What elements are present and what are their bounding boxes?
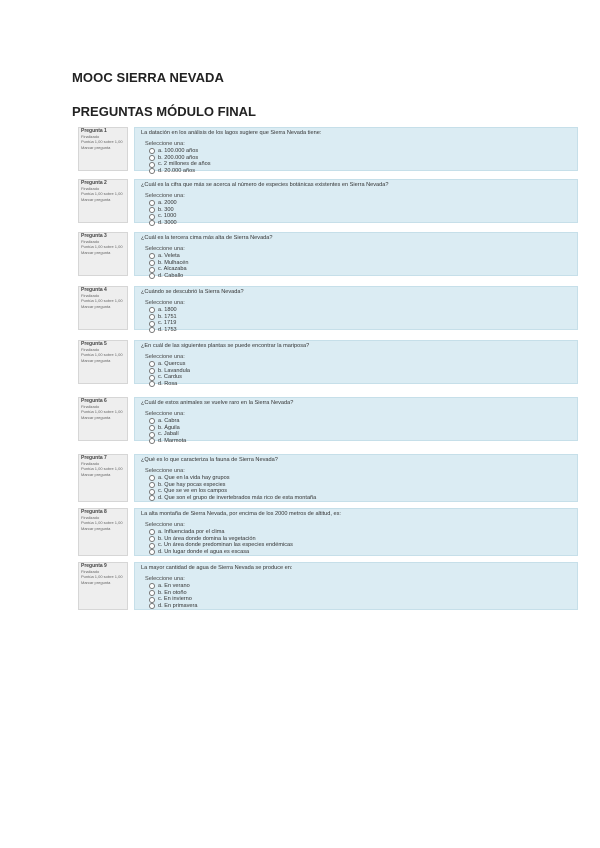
- radio-button[interactable]: [149, 273, 155, 279]
- answer-option-label: d. Marmota: [158, 437, 187, 444]
- radio-button[interactable]: [149, 207, 155, 213]
- answer-option[interactable]: [149, 320, 571, 327]
- answer-option[interactable]: [149, 368, 571, 375]
- question-number: Pregunta 1: [81, 128, 107, 134]
- radio-button[interactable]: [149, 418, 155, 424]
- answer-option[interactable]: [149, 381, 571, 388]
- question-content: [134, 397, 578, 444]
- radio-button[interactable]: [149, 482, 155, 488]
- question-status: Finalizado: [81, 239, 100, 245]
- flag-question-link[interactable]: Marcar pregunta: [81, 414, 111, 420]
- document-title: MOOC SIERRA NEVADA: [72, 70, 225, 85]
- answer-option-label: a. Cabra: [158, 418, 180, 425]
- question-content: [134, 127, 578, 174]
- answer-option-label: c. Alcazaba: [158, 266, 187, 273]
- question-info: [78, 127, 128, 171]
- answer-option[interactable]: [149, 583, 571, 590]
- answer-option-label: a. 2000: [158, 200, 177, 207]
- answer-option-label: d. 20.000 años: [158, 167, 196, 174]
- answer-option[interactable]: [149, 273, 571, 280]
- answer-option[interactable]: [149, 148, 571, 155]
- answer-option[interactable]: [149, 161, 571, 168]
- question-text: ¿En cuál de las siguientes plantas se puede encontrar la mariposa?: [141, 343, 310, 349]
- question-status: Finalizado: [81, 461, 100, 467]
- flag-question-link[interactable]: Marcar pregunta: [81, 357, 111, 363]
- question-score: Puntúa 1,00 sobre 1,00: [81, 520, 123, 526]
- answer-option-label: b. 1751: [158, 313, 177, 320]
- select-prompt: Seleccione una:: [145, 245, 185, 252]
- answer-option[interactable]: [149, 168, 571, 175]
- question-text: La alta montaña de Sierra Nevada, por encima de los 2000 metros de altitud, es:: [141, 511, 341, 517]
- answer-option[interactable]: [149, 314, 571, 321]
- radio-button[interactable]: [149, 438, 155, 444]
- answer-option-label: c. Que se ve en los campos: [158, 488, 228, 495]
- question-score: Puntúa 1,00 sobre 1,00: [81, 191, 123, 197]
- select-prompt: Seleccione una:: [145, 353, 185, 360]
- question-text: ¿Cuál de estos animales se vuelve raro en la Sierra Nevada?: [141, 400, 294, 406]
- radio-button[interactable]: [149, 590, 155, 596]
- radio-button[interactable]: [149, 597, 155, 603]
- answer-option-label: c. Cardus: [158, 374, 182, 381]
- answer-option-label: c. 2 millones de años: [158, 161, 211, 168]
- radio-button[interactable]: [149, 155, 155, 161]
- radio-button[interactable]: [149, 603, 155, 609]
- answer-option-label: b. Lavandula: [158, 367, 191, 374]
- answer-option[interactable]: [149, 425, 571, 432]
- answer-option-label: c. 1719: [158, 320, 177, 327]
- radio-button[interactable]: [149, 327, 155, 333]
- question-content: [134, 508, 578, 556]
- radio-button[interactable]: [149, 267, 155, 273]
- answer-option[interactable]: [149, 495, 571, 502]
- question-content: [134, 340, 578, 387]
- answer-option[interactable]: [149, 596, 571, 603]
- radio-button[interactable]: [149, 214, 155, 220]
- radio-button[interactable]: [149, 489, 155, 495]
- radio-button[interactable]: [149, 200, 155, 206]
- flag-question-link[interactable]: Marcar pregunta: [81, 249, 111, 255]
- answer-option[interactable]: [149, 260, 571, 267]
- answer-option-label: b. 200.000 años: [158, 154, 199, 161]
- answer-option[interactable]: [149, 327, 571, 334]
- question-score: Puntúa 1,00 sobre 1,00: [81, 244, 123, 250]
- radio-button[interactable]: [149, 220, 155, 226]
- answer-option-label: b. Que hay pocas especies: [158, 481, 226, 488]
- answer-option[interactable]: [149, 418, 571, 425]
- radio-button[interactable]: [149, 529, 155, 535]
- answer-option-label: c. Un área donde predominan las especies endémicas: [158, 542, 293, 549]
- answer-option[interactable]: [149, 438, 571, 445]
- question-content: [134, 562, 578, 610]
- flag-question-link[interactable]: Marcar pregunta: [81, 525, 111, 531]
- radio-button[interactable]: [149, 148, 155, 154]
- question-info: [78, 232, 128, 276]
- answer-option[interactable]: [149, 361, 571, 368]
- answer-option-label: d. 3000: [158, 219, 177, 226]
- select-prompt: Seleccione una:: [145, 521, 185, 528]
- answer-option[interactable]: [149, 307, 571, 314]
- question-status: Finalizado: [81, 293, 100, 299]
- question-content: [134, 232, 578, 279]
- select-prompt: Seleccione una:: [145, 467, 185, 474]
- answer-option[interactable]: [149, 266, 571, 273]
- question-number: Pregunta 5: [81, 341, 107, 347]
- answer-option[interactable]: [149, 542, 571, 549]
- answer-option[interactable]: [149, 253, 571, 260]
- answer-option-label: a. Quercus: [158, 361, 186, 368]
- question-number: Pregunta 4: [81, 287, 107, 293]
- answer-option-label: a. 1800: [158, 307, 177, 314]
- question-content: [134, 179, 578, 226]
- answer-option-label: b. 300: [158, 206, 174, 213]
- flag-question-link[interactable]: Marcar pregunta: [81, 579, 111, 585]
- answer-option[interactable]: [149, 529, 571, 536]
- question-status: Finalizado: [81, 186, 100, 192]
- answer-option[interactable]: [149, 200, 571, 207]
- radio-button[interactable]: [149, 381, 155, 387]
- answer-option-label: d. Que son el grupo de invertebrados más rico de esta montaña: [158, 494, 317, 501]
- answer-option-label: a. Veleta: [158, 253, 180, 260]
- question-info: [78, 286, 128, 330]
- question-status: Finalizado: [81, 404, 100, 410]
- question-text: La datación en los análisis de los lagos sugiere que Sierra Nevada tiene:: [141, 130, 322, 136]
- radio-button[interactable]: [149, 368, 155, 374]
- radio-button[interactable]: [149, 495, 155, 501]
- answer-option[interactable]: [149, 374, 571, 381]
- question-score: Puntúa 1,00 sobre 1,00: [81, 139, 123, 145]
- select-prompt: Seleccione una:: [145, 140, 185, 147]
- radio-button[interactable]: [149, 583, 155, 589]
- question-info: [78, 179, 128, 223]
- radio-button[interactable]: [149, 260, 155, 266]
- radio-button[interactable]: [149, 536, 155, 542]
- question-content: [134, 454, 578, 502]
- answer-option[interactable]: [149, 220, 571, 227]
- question-info: [78, 454, 128, 502]
- answer-option-label: b. En otoño: [158, 589, 187, 596]
- answer-option[interactable]: [149, 431, 571, 438]
- question-text: ¿Cuál es la tercera cima más alta de Sierra Nevada?: [141, 235, 273, 241]
- answer-option-label: d. En primavera: [158, 602, 198, 609]
- answer-option[interactable]: [149, 590, 571, 597]
- answer-option-label: d. Un lugar donde el agua es escasa: [158, 548, 250, 555]
- question-info: [78, 340, 128, 384]
- answer-option[interactable]: [149, 155, 571, 162]
- select-prompt: Seleccione una:: [145, 299, 185, 306]
- question-status: Finalizado: [81, 134, 100, 140]
- question-score: Puntúa 1,00 sobre 1,00: [81, 298, 123, 304]
- question-number: Pregunta 3: [81, 233, 107, 239]
- question-score: Puntúa 1,00 sobre 1,00: [81, 466, 123, 472]
- flag-question-link[interactable]: Marcar pregunta: [81, 303, 111, 309]
- answer-option-label: b. Un área donde domina la vegetación: [158, 535, 256, 542]
- question-score: Puntúa 1,00 sobre 1,00: [81, 574, 123, 580]
- question-text: ¿Qué es lo que caracteriza la fauna de Sierra Nevada?: [141, 457, 278, 463]
- question-text: La mayor cantidad de agua de Sierra Nevada se produce en:: [141, 565, 293, 571]
- question-status: Finalizado: [81, 347, 100, 353]
- answer-option-label: b. Mulhacén: [158, 259, 189, 266]
- radio-button[interactable]: [149, 475, 155, 481]
- question-number: Pregunta 9: [81, 563, 107, 569]
- answer-option-label: a. Que en la vida hay grupos: [158, 475, 230, 482]
- document-subtitle: PREGUNTAS MÓDULO FINAL: [72, 104, 256, 119]
- answer-option[interactable]: [149, 475, 571, 482]
- radio-button[interactable]: [149, 314, 155, 320]
- answer-option[interactable]: [149, 482, 571, 489]
- flag-question-link[interactable]: Marcar pregunta: [81, 471, 111, 477]
- flag-question-link[interactable]: Marcar pregunta: [81, 196, 111, 202]
- radio-button[interactable]: [149, 168, 155, 174]
- question-score: Puntúa 1,00 sobre 1,00: [81, 409, 123, 415]
- radio-button[interactable]: [149, 375, 155, 381]
- radio-button[interactable]: [149, 543, 155, 549]
- radio-button[interactable]: [149, 321, 155, 327]
- question-info: [78, 508, 128, 556]
- radio-button[interactable]: [149, 307, 155, 313]
- question-number: Pregunta 7: [81, 455, 107, 461]
- answer-option[interactable]: [149, 213, 571, 220]
- answer-option-label: d. Rosa: [158, 380, 178, 387]
- radio-button[interactable]: [149, 549, 155, 555]
- question-status: Finalizado: [81, 569, 100, 575]
- flag-question-link[interactable]: Marcar pregunta: [81, 144, 111, 150]
- question-text: ¿Cuál es la cifra que más se acerca al número de especies botánicas existentes en Sierra Nevada?: [141, 182, 389, 188]
- answer-option[interactable]: [149, 536, 571, 543]
- answer-option-label: c. En invierno: [158, 596, 192, 603]
- question-status: Finalizado: [81, 515, 100, 521]
- radio-button[interactable]: [149, 432, 155, 438]
- radio-button[interactable]: [149, 162, 155, 168]
- answer-option-label: c. 1000: [158, 213, 177, 220]
- question-score: Puntúa 1,00 sobre 1,00: [81, 352, 123, 358]
- radio-button[interactable]: [149, 425, 155, 431]
- answer-option-label: d. 1753: [158, 326, 177, 333]
- answer-option-label: d. Caballo: [158, 272, 184, 279]
- answer-option[interactable]: [149, 207, 571, 214]
- question-content: [134, 286, 578, 333]
- question-number: Pregunta 8: [81, 509, 107, 515]
- question-text: ¿Cuándo se descubrió la Sierra Nevada?: [141, 289, 244, 295]
- answer-option[interactable]: [149, 488, 571, 495]
- select-prompt: Seleccione una:: [145, 575, 185, 582]
- question-number: Pregunta 6: [81, 398, 107, 404]
- answer-option-label: b. Águila: [158, 424, 180, 431]
- radio-button[interactable]: [149, 361, 155, 367]
- question-info: [78, 397, 128, 441]
- answer-option-label: a. En verano: [158, 583, 190, 590]
- question-number: Pregunta 2: [81, 180, 107, 186]
- question-info: [78, 562, 128, 610]
- radio-button[interactable]: [149, 253, 155, 259]
- answer-option[interactable]: [149, 549, 571, 556]
- answer-option-label: c. Jabalí: [158, 431, 179, 438]
- answer-option-label: a. Influenciada por el clima: [158, 529, 225, 536]
- select-prompt: Seleccione una:: [145, 410, 185, 417]
- answer-option[interactable]: [149, 603, 571, 610]
- answer-option-label: a. 100.000 años: [158, 148, 199, 155]
- select-prompt: Seleccione una:: [145, 192, 185, 199]
